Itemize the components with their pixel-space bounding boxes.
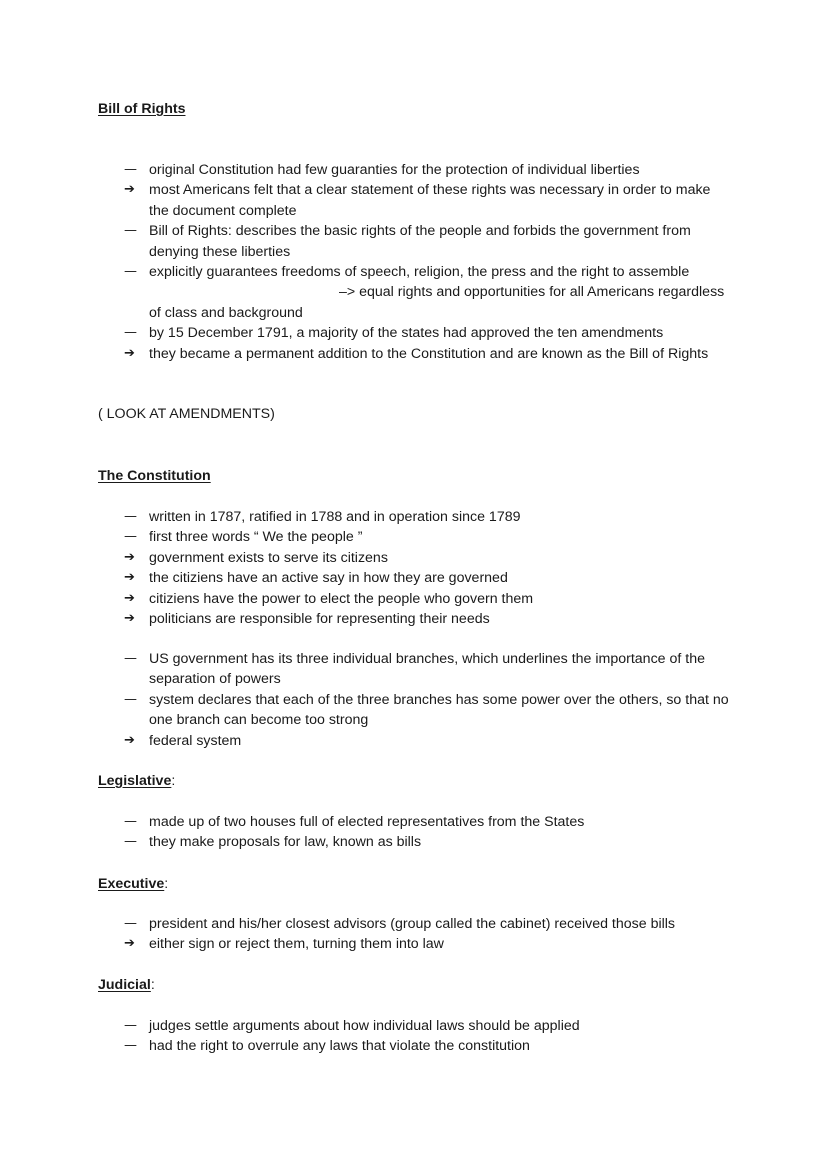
dash-bullet: — (124, 162, 137, 177)
arrow-right-icon: ➔ (124, 570, 135, 586)
arrow-right-icon: ➔ (124, 182, 135, 198)
dash-bullet: — (124, 691, 137, 707)
constitution-list-1 (0, 507, 729, 629)
dash-bullet: — (124, 264, 137, 280)
list-item: — president and his/her closest advisors (group called the cabinet) received those bills (0, 914, 729, 934)
dash-bullet: — (124, 651, 137, 666)
arrow-right-icon: ➔ (124, 936, 135, 952)
arrow-right-icon: ➔ (124, 590, 135, 606)
list-item: ➔ the citiziens have an active say in how they are governed (0, 568, 729, 588)
list-item: — original Constitution had few guaranties for the protection of individual liberties (0, 160, 729, 180)
heading-bill-of-rights: Bill of Rights (98, 101, 186, 117)
arrow-right-icon: ➔ (124, 611, 135, 627)
dash-bullet: — (124, 916, 137, 931)
dash-bullet: — (124, 1018, 137, 1033)
dash-bullet: — (124, 814, 137, 829)
list-item: ➔ either sign or reject them, turning them into law (0, 934, 729, 954)
heading-executive: Executive: (98, 876, 169, 892)
heading-the-constitution: The Constitution (98, 468, 211, 484)
list-item: — Bill of Rights: describes the basic rights of the people and forbids the government from denying these liberties (124, 223, 691, 260)
bill-of-rights-list (0, 160, 729, 364)
heading-judicial: Judicial: (98, 977, 155, 993)
amendments-note: ( LOOK AT AMENDMENTS) (98, 406, 275, 422)
arrow-right-icon: ➔ (124, 549, 135, 565)
dash-bullet: — (124, 509, 137, 524)
heading-legislative: Legislative: (98, 773, 176, 789)
list-item: — had the right to overrule any laws that violate the constitution (0, 1036, 729, 1056)
list-item: ➔ government exists to serve its citizens (0, 548, 729, 568)
list-item: — by 15 December 1791, a majority of the states had approved the ten amendments (0, 323, 729, 343)
list-item: ➔ federal system (0, 731, 729, 751)
list-item: — judges settle arguments about how individual laws should be applied (0, 1016, 729, 1036)
dash-bullet: — (124, 325, 137, 341)
executive-list (0, 914, 729, 955)
list-item: ➔ most Americans felt that a clear statement of these rights was necessary in order to make the document complete (124, 182, 711, 219)
list-item: ➔ politicians are responsible for representing their needs (0, 609, 729, 629)
list-item: ➔ citiziens have the power to elect the people who govern them (0, 589, 729, 609)
arrow-right-icon: ➔ (124, 345, 135, 361)
list-item: — first three words “ We the people ” (0, 527, 729, 547)
dash-bullet: — (124, 529, 137, 545)
dash-bullet: — (124, 834, 137, 850)
list-item: — system declares that each of the three branches has some power over the others, so that no one branch can become too strong (124, 691, 729, 729)
legislative-list (0, 812, 729, 853)
list-item: — US government has its three individual branches, which underlines the importance of the separation of powers (124, 651, 705, 688)
list-item: ➔ they became a permanent addition to the Constitution and are known as the Bill of Rights (0, 344, 729, 364)
list-item: — made up of two houses full of elected representatives from the States (0, 812, 729, 832)
constitution-list-2 (0, 649, 729, 751)
arrow-right-icon: ➔ (124, 732, 135, 748)
judicial-list (0, 1016, 729, 1057)
dash-bullet: — (124, 1038, 137, 1054)
list-item: — they make proposals for law, known as bills (0, 832, 729, 852)
list-item: — written in 1787, ratified in 1788 and in operation since 1789 (0, 507, 729, 527)
dash-bullet: — (124, 223, 137, 239)
list-item: — explicitly guarantees freedoms of speech, religion, the press and the right to assemble–> equal rights and opportunities for all Americans regardless of class and background (124, 264, 725, 321)
